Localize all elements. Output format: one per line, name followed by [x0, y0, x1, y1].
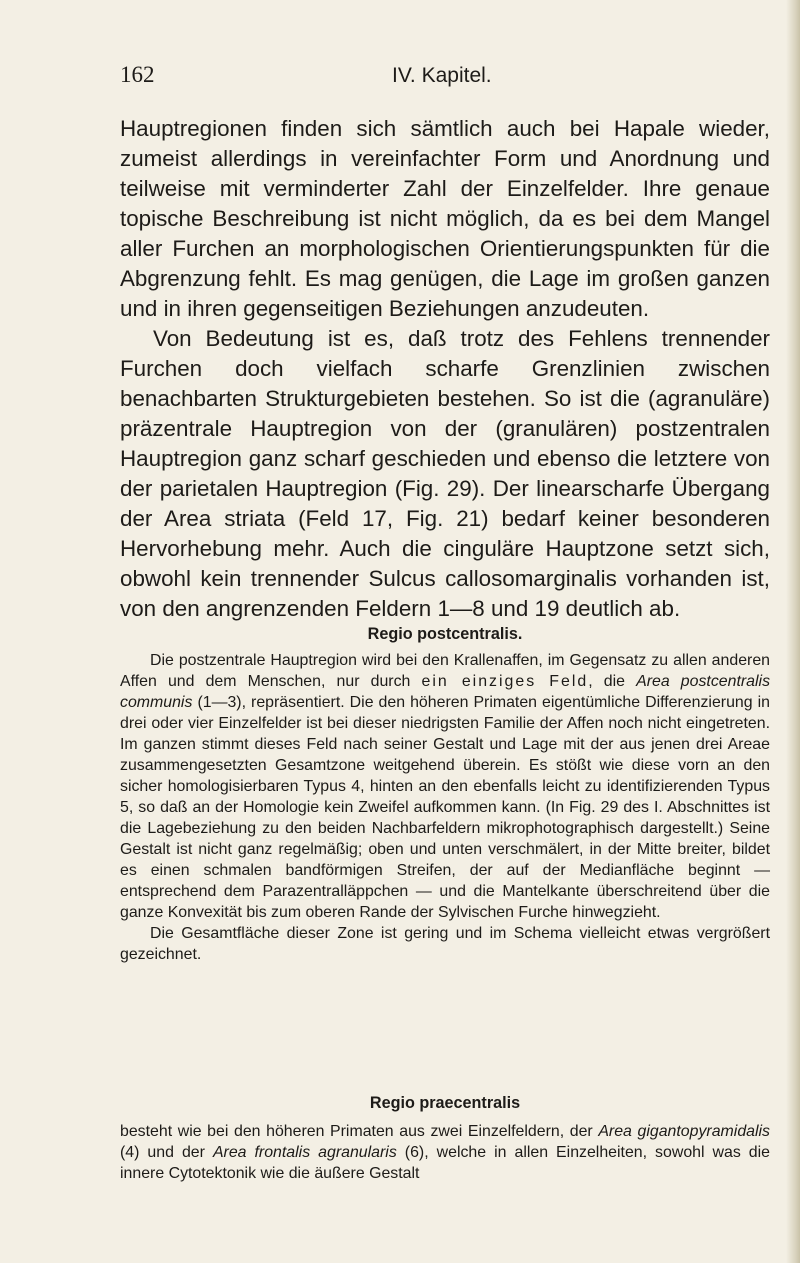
page-number: 162	[120, 62, 155, 87]
paragraph-postcentralis-area: Die Gesamtfläche dieser Zone ist gering und im Schema vielleicht etwas vergrößert gezeichnet.	[120, 925, 770, 963]
spaced-emphasis: ein einziges Feld	[421, 673, 589, 690]
section-praecentralis	[120, 1121, 770, 1184]
main-text	[120, 114, 770, 624]
italic-term: Area postcentralis communis	[120, 673, 771, 711]
text-run: besteht wie bei den höheren Primaten aus zwei Einzelfeldern, der	[120, 1123, 599, 1140]
text-run: (6), welche in allen Einzelheiten, sowohl was die innere Cytotektonik wie die äußere Gestalt	[120, 1144, 771, 1182]
page-header	[120, 62, 780, 96]
running-title: IV. Kapitel.	[392, 64, 492, 87]
text-run: Die postzentrale Hauptregion wird bei den Krallenaffen, im Gegensatz zu allen anderen Affen und dem Menschen, nur durch	[120, 652, 770, 690]
paragraph-praecentralis-description	[120, 1121, 770, 1184]
italic-term: Area frontalis agranularis	[212, 1144, 397, 1161]
paragraph-hapale-regions: Hauptregionen finden sich sämtlich auch bei Hapale wieder, zumeist allerdings in vereinfachter Form und Anordnung und teilweise mit verminderter Zahl der Einzelfelder. Ihre genaue topische Beschreibung ist nicht möglich, da es bei dem Mangel aller Furchen an morphologischen Orientierungspunkten für die Abgrenzung fehlt. Es mag genügen, die Lage im großen ganzen und in ihren gegenseitigen Beziehungen anzudeuten.	[120, 116, 770, 321]
page-edge-shadow	[786, 0, 800, 1263]
paragraph-postcentralis-description	[120, 650, 770, 923]
section-heading-praecentralis: Regio praecentralis	[369, 1094, 521, 1112]
italic-term: Area gigantopyramidalis	[598, 1123, 770, 1140]
text-run: (4) und der	[120, 1144, 213, 1161]
text-run: , die	[588, 673, 637, 690]
section-heading-postcentralis: Regio postcentralis.	[367, 625, 523, 643]
paragraph-boundary-lines: Von Bedeutung ist es, daß trotz des Fehlens trennender Furchen doch vielfach scharfe Grenzlinien zwischen benachbarten Strukturgebieten bestehen. So ist die (agranuläre) präzentrale Hauptregion von der (granulären) postzentralen Hauptregion ganz scharf geschieden und ebenso die letztere von der parietalen Hauptregion (Fig. 29). Der linearscharfe Übergang der Area striata (Feld 17, Fig. 21) bedarf keiner besonderen Hervorhebung mehr. Auch die cinguläre Hauptzone setzt sich, obwohl kein trennender Sulcus callosomarginalis vorhanden ist, von den angrenzenden Feldern 1—8 und 19 deutlich ab.	[120, 326, 770, 621]
section-postcentralis	[120, 650, 770, 965]
text-run: (1—3), repräsentiert. Die den höheren Primaten eigentümliche Differenzierung in drei oder vier Einzelfelder ist bei dieser niedrigsten Familie der Affen noch nicht eingetreten. Im ganzen stimmt dieses Feld nach seiner Gestalt und Lage mit der aus jenen drei Areae zusammengesetzten Gesamtzone weitgehend überein. Es stößt wie diese vorn an den sicher homologisierbaren Typus 4, hinten an den ebenfalls leicht zu identifizierenden Typus 5, so daß an der Homologie kein Zweifel aufkommen kann. (In Fig. 29 des I. Abschnittes ist die Lagebeziehung zu den beiden Nachbarfeldern mikrophotographisch dargestellt.) Seine Gestalt ist nicht ganz regelmäßig; oben und unten verschmälert, in der Mitte breiter, bildet es einen schmalen bandförmigen Streifen, der auf der Medianfläche beginnt — entsprechend dem Parazentralläppchen — und die Mantelkante überschreitend über die ganze Konvexität bis zum oberen Rande der Sylvischen Furche hinwegzieht.	[120, 694, 770, 921]
